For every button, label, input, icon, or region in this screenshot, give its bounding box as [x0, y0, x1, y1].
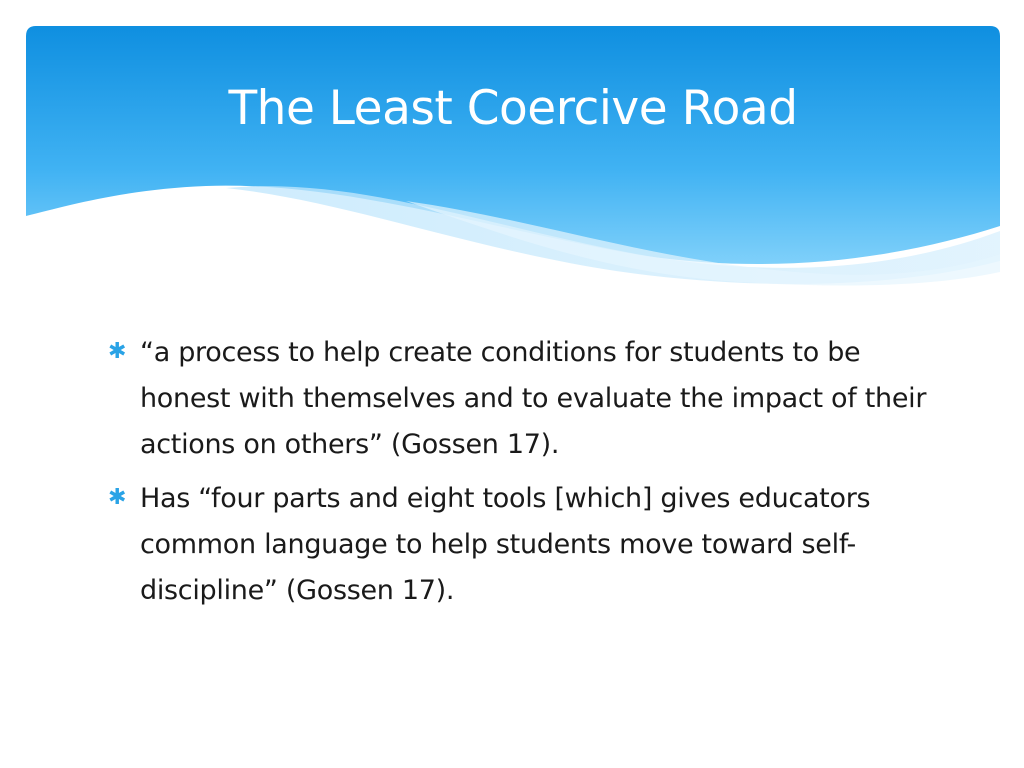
asterisk-bullet-icon: ✱ — [108, 485, 127, 510]
wave-banner-graphic — [26, 26, 1000, 288]
slide-content — [108, 330, 928, 622]
header-banner — [26, 26, 1000, 288]
bullet-list — [108, 330, 928, 614]
bullet-text: “a process to help create conditions for students to be honest with themselves and to evaluate the impact of their actions on others” (Gossen 17). — [140, 337, 927, 460]
bullet-text: Has “four parts and eight tools [which] gives educators common language to help students move toward self-discipline” (Gossen 17). — [140, 483, 871, 606]
asterisk-bullet-icon: ✱ — [108, 339, 127, 364]
slide-title: The Least Coercive Road — [228, 81, 798, 136]
list-item — [108, 330, 928, 468]
list-item — [108, 476, 928, 614]
